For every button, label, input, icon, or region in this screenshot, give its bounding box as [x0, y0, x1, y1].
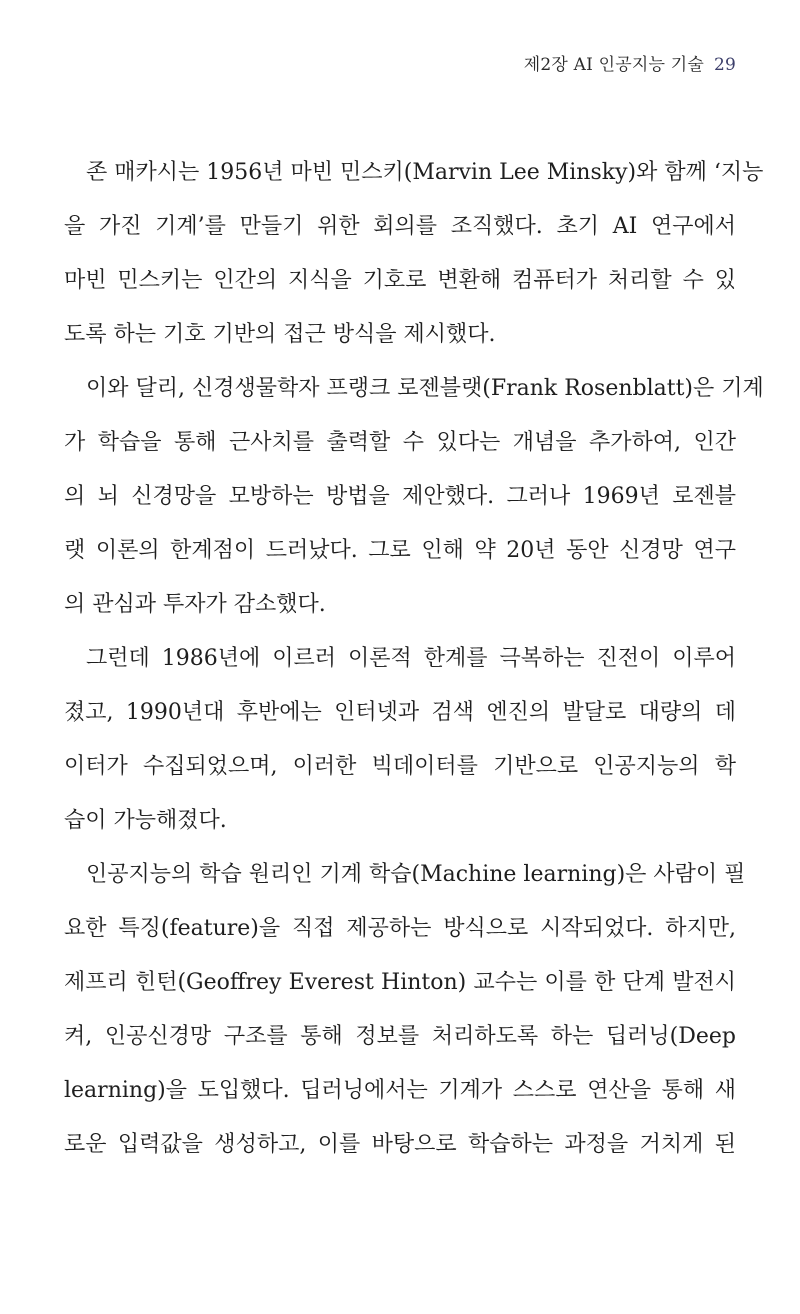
paragraph-line: 인공지능의 학습 원리인 기계 학습(Machine learning)은 사람이 필	[86, 862, 746, 887]
paragraph-line: 요한 특징(feature)을 직접 제공하는 방식으로 시작되었다. 하지만,	[64, 916, 736, 941]
paragraph-line: 이터가 수집되었으며, 이러한 빅데이터를 기반으로 인공지능의 학	[64, 754, 736, 779]
paragraph-line: 가 학습을 통해 근사치를 출력할 수 있다는 개념을 추가하여, 인간	[64, 430, 736, 455]
paragraph-line: 도록 하는 기호 기반의 접근 방식을 제시했다.	[64, 322, 496, 347]
paragraph-line: 존 매카시는 1956년 마빈 민스키(Marvin Lee Minsky)와 함께 ‘지능	[86, 160, 764, 185]
paragraph-line: 졌고, 1990년대 후반에는 인터넷과 검색 엔진의 발달로 대량의 데	[64, 700, 736, 725]
paragraph-line: 마빈 민스키는 인간의 지식을 기호로 변환해 컴퓨터가 처리할 수 있	[64, 268, 736, 293]
paragraph-line: 이와 달리, 신경생물학자 프랭크 로젠블랫(Frank Rosenblatt)은 기계	[86, 376, 764, 401]
page-number: 29	[713, 55, 736, 75]
chapter-title: 제2장 AI 인공지능 기술	[523, 55, 704, 75]
paragraph-line: 의 관심과 투자가 감소했다.	[64, 592, 326, 617]
paragraph-line: 습이 가능해졌다.	[64, 808, 227, 833]
paragraph-line: 랫 이론의 한계점이 드러났다. 그로 인해 약 20년 동안 신경망 연구	[64, 538, 736, 563]
paragraph-line: 로운 입력값을 생성하고, 이를 바탕으로 학습하는 과정을 거치게 된	[64, 1132, 736, 1157]
body-text	[64, 153, 764, 1179]
paragraph-line: 그런데 1986년에 이르러 이론적 한계를 극복하는 진전이 이루어	[86, 646, 736, 671]
paragraph-line: 켜, 인공신경망 구조를 통해 정보를 처리하도록 하는 딥러닝(Deep	[64, 1024, 736, 1049]
paragraph-line: 제프리 힌턴(Geoffrey Everest Hinton) 교수는 이를 한 단계 발전시	[64, 970, 736, 995]
paragraph-line: learning)을 도입했다. 딥러닝에서는 기계가 스스로 연산을 통해 새	[64, 1078, 736, 1103]
running-header	[524, 50, 736, 75]
paragraph-line: 의 뇌 신경망을 모방하는 방법을 제안했다. 그러나 1969년 로젠블	[64, 484, 736, 509]
paragraph-line: 을 가진 기계’를 만들기 위한 회의를 조직했다. 초기 AI 연구에서	[64, 214, 736, 239]
